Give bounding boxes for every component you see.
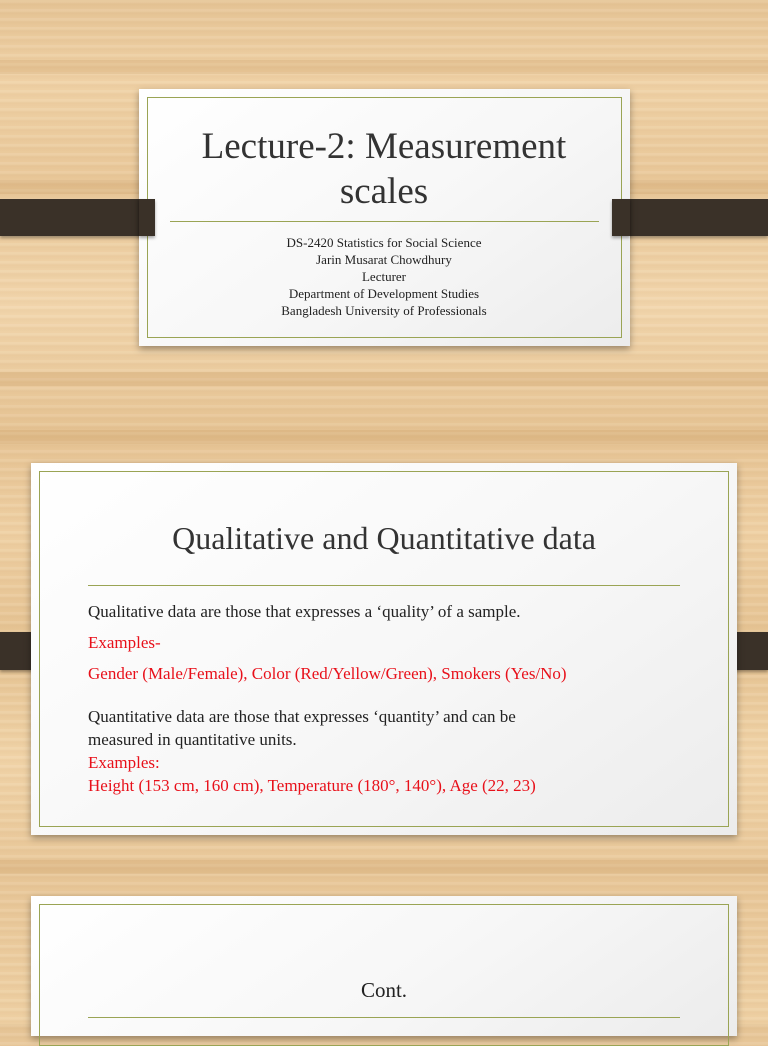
slide3-divider (88, 1017, 680, 1018)
slide1-title-line2: scales (339, 171, 429, 212)
slide1-title-line1: Lecture-2: Measurement (201, 126, 567, 167)
slide-frame (39, 904, 729, 1046)
course-name: DS-2420 Statistics for Social Science (286, 235, 482, 250)
slide1-meta (0, 234, 768, 319)
slide2-divider (88, 585, 680, 586)
university: Bangladesh University of Professionals (281, 303, 487, 318)
author-role: Lecturer (361, 269, 407, 284)
qualitative-definition: Qualitative data are those that expresses a ‘quality’ of a sample. (88, 602, 521, 621)
slide1-title (0, 124, 768, 214)
slide3-title: Cont. (360, 978, 408, 1002)
slide2-title: Qualitative and Quantitative data (172, 520, 596, 556)
qualitative-examples-label: Examples- (88, 633, 161, 652)
author-name: Jarin Musarat Chowdhury (316, 252, 452, 267)
wood-grain (0, 60, 768, 74)
quantitative-examples-label: Examples: (88, 753, 160, 772)
quantitative-definition-line1: Quantitative data are those that expresses ‘quantity’ and can be (88, 707, 516, 726)
wood-grain (0, 372, 768, 386)
quantitative-examples: Height (153 cm, 160 cm), Temperature (180°, 140°), Age (22, 23) (88, 776, 536, 795)
qualitative-examples: Gender (Male/Female), Color (Red/Yellow/Green), Smokers (Yes/No) (88, 664, 567, 683)
wood-grain (0, 430, 768, 444)
wood-grain (0, 860, 768, 874)
department: Department of Development Studies (288, 286, 480, 301)
slide-3-cont[interactable] (31, 896, 737, 1036)
slide1-divider (170, 221, 599, 222)
quantitative-definition-line2: measured in quantitative units. (88, 730, 297, 749)
